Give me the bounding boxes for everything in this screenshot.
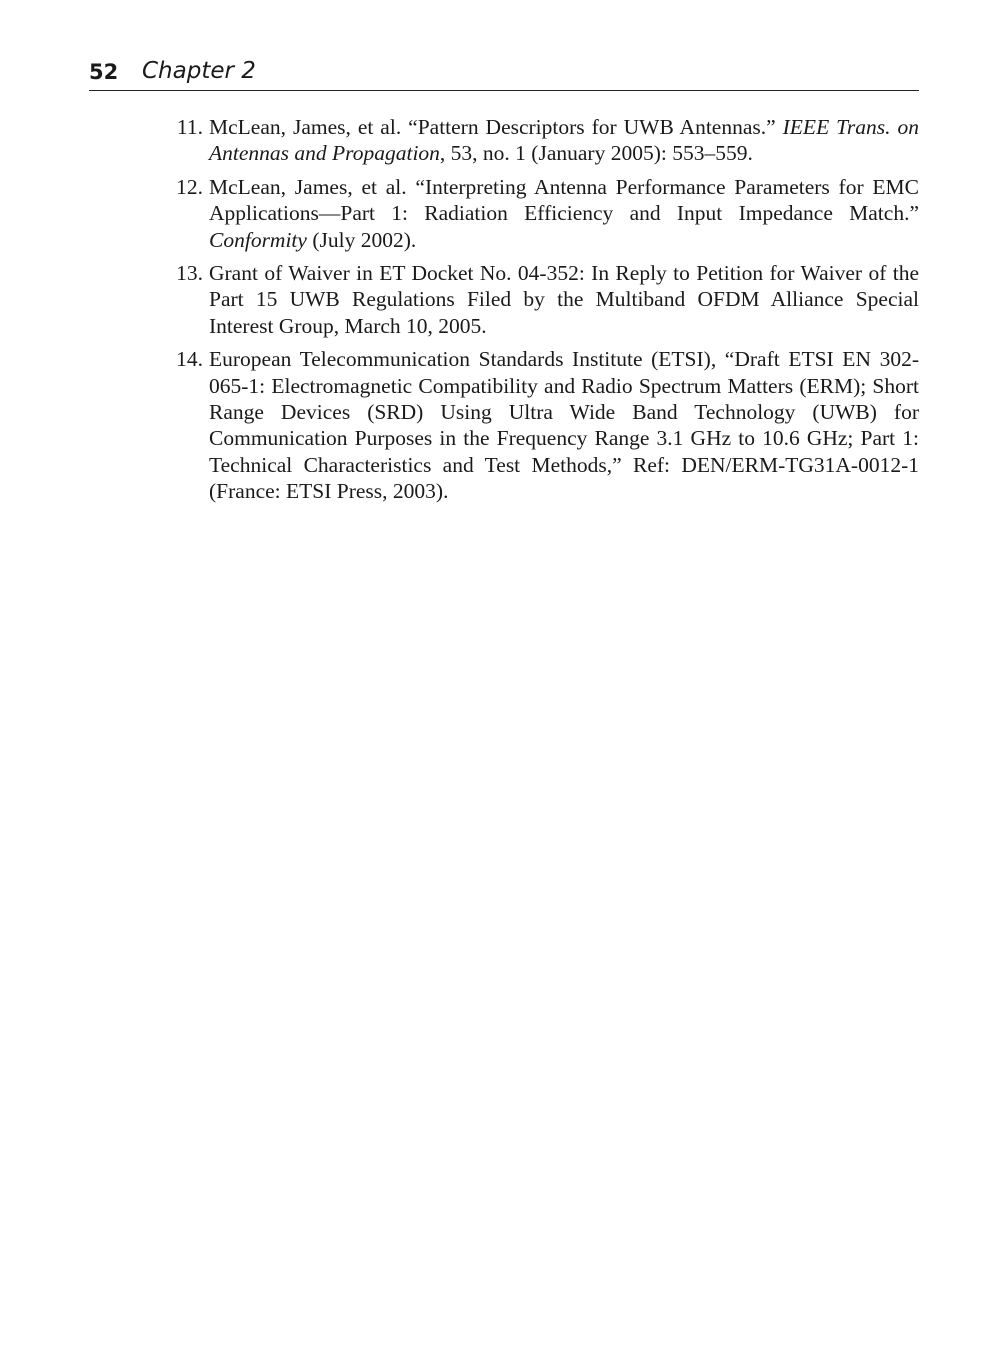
reference-authors-title: McLean, James, et al. “Interpreting Antenna Performance Parameters for EMC Applications—Part 1: Radiation Efficiency and Input Impedance Match.”	[209, 174, 919, 226]
reference-details: (July 2002).	[306, 227, 417, 252]
reference-number: 14.	[176, 347, 203, 372]
running-header	[89, 56, 919, 91]
reference-item	[169, 260, 919, 339]
reference-item	[169, 114, 919, 167]
reference-list	[169, 114, 919, 512]
reference-item	[169, 346, 919, 504]
chapter-title: Chapter 2	[142, 58, 256, 84]
reference-text	[209, 347, 919, 503]
reference-item	[169, 174, 919, 253]
reference-authors-title: McLean, James, et al. “Pattern Descriptors for UWB Antennas.”	[209, 115, 783, 139]
page-number: 52	[89, 60, 119, 84]
journal-title: IEEE Trans. on Antennas and Propagation	[209, 115, 919, 166]
reference-number: 13.	[176, 261, 203, 286]
reference-number: 12.	[176, 174, 203, 199]
reference-details: , 53, no. 1 (January 2005): 553–559.	[439, 141, 753, 166]
reference-text	[209, 175, 919, 252]
reference-text	[209, 261, 919, 338]
journal-title: Conformity	[209, 227, 307, 252]
reference-number: 11.	[176, 115, 203, 139]
reference-body: European Telecommunication Standards Institute (ETSI), “Draft ETSI EN 302-065-1: Electromagnetic Compatibility and Radio Spectrum Matters (ERM); Short Range Devices (SRD) Using Ultra Wide Band Technology (UWB) for Communication Purposes in the Frequency Range 3.1 GHz to 10.6 GHz; Part 1: Technical Characteristics and Test Methods,” Ref: DEN/ERM-TG31A-0012-1 (France: ETSI Press, 2003).	[209, 347, 919, 504]
reference-text	[209, 115, 919, 165]
reference-body: Grant of Waiver in ET Docket No. 04-352: In Reply to Petition for Waiver of the Part 15 UWB Regulations Filed by the Multiband OFDM Alliance Special Interest Group, March 10, 2005.	[209, 261, 919, 338]
